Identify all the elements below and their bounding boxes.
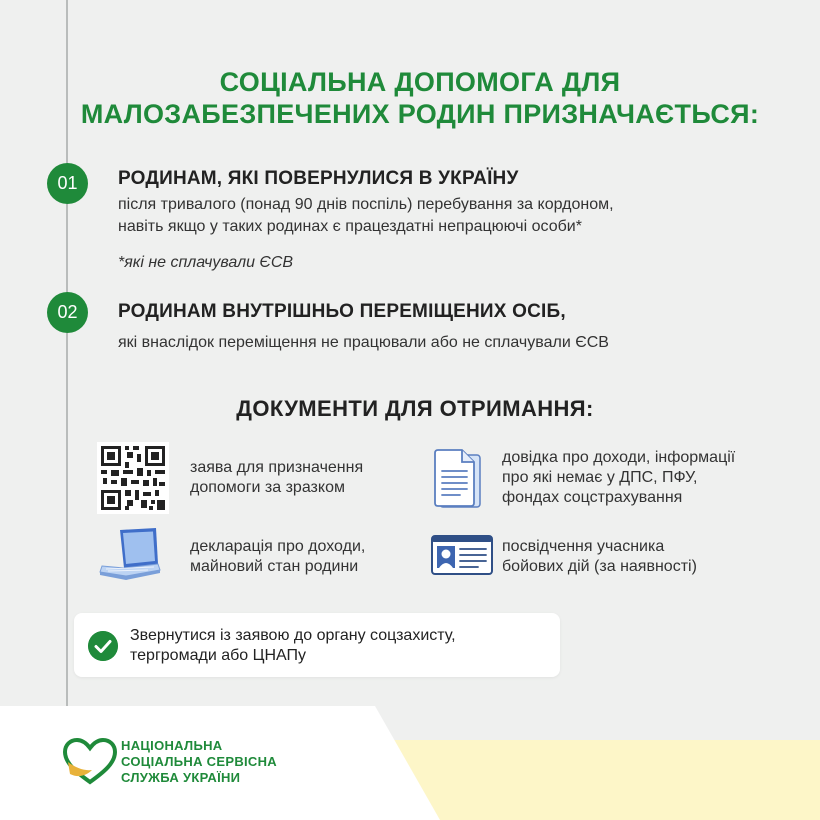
document-text-line: допомоги за зразком: [190, 479, 345, 496]
document-income-declaration: [190, 537, 365, 577]
id-card-icon: [431, 535, 493, 575]
document-text-line: фондах соцстрахування: [502, 489, 683, 506]
step-heading: РОДИНАМ, ЯКІ ПОВЕРНУЛИСЯ В УКРАЇНУ: [118, 168, 519, 189]
document-text-line: бойових дій (за наявності): [502, 558, 697, 575]
footer-accent-band: [390, 740, 820, 820]
document-application: [190, 458, 363, 498]
callout-text-line: тергромади або ЦНАПу: [130, 647, 306, 664]
document-income-certificate: [502, 448, 735, 508]
document-text-line: посвідчення учасника: [502, 538, 665, 555]
step-heading: РОДИНАМ ВНУТРІШНЬО ПЕРЕМІЩЕНИХ ОСІБ,: [118, 301, 566, 322]
org-name-line: НАЦІОНАЛЬНА: [121, 738, 223, 753]
step-description-line1: після тривалого (понад 90 днів поспіль) перебування за кордоном,: [118, 196, 614, 213]
step-description: [118, 194, 614, 238]
qr-code-icon: [97, 442, 169, 514]
document-text-line: довідка про доходи, інформації: [502, 449, 736, 466]
page-title: [40, 66, 800, 130]
callout-text: [130, 626, 456, 666]
step-number-badge: 01: [47, 163, 88, 204]
document-icon: [432, 449, 484, 511]
document-text-line: майновий стан родини: [190, 558, 359, 575]
apply-callout: [74, 613, 560, 677]
document-text-line: декларація про доходи,: [190, 538, 366, 555]
org-name: [121, 738, 277, 786]
page-title-line2: МАЛОЗАБЕЗПЕЧЕНИХ РОДИН ПРИЗНАЧАЄТЬСЯ:: [80, 99, 760, 129]
step-number-badge: 02: [47, 292, 88, 333]
document-combatant-id: [502, 537, 697, 577]
step-footnote: *які не сплачували ЄСВ: [118, 254, 294, 271]
org-name-line: СЛУЖБА УКРАЇНИ: [121, 770, 241, 785]
org-name-line: СОЦІАЛЬНА СЕРВІСНА: [121, 754, 277, 769]
document-text-line: заява для призначення: [190, 459, 364, 476]
page-title-line1: СОЦІАЛЬНА ДОПОМОГА ДЛЯ: [219, 67, 621, 97]
check-icon: [88, 631, 118, 661]
step-description: які внаслідок переміщення не працювали або не сплачували ЄСВ: [118, 334, 609, 351]
org-logo-heart-icon: [62, 738, 118, 786]
laptop-icon: [98, 526, 164, 588]
documents-title: ДОКУМЕНТИ ДЛЯ ОТРИМАННЯ:: [236, 396, 594, 421]
document-text-line: про які немає у ДПС, ПФУ,: [502, 469, 698, 486]
step-description-line2: навіть якщо у таких родинах є працездатні непрацюючі особи*: [118, 218, 582, 235]
callout-text-line: Звернутися із заявою до органу соцзахисту,: [130, 627, 456, 644]
